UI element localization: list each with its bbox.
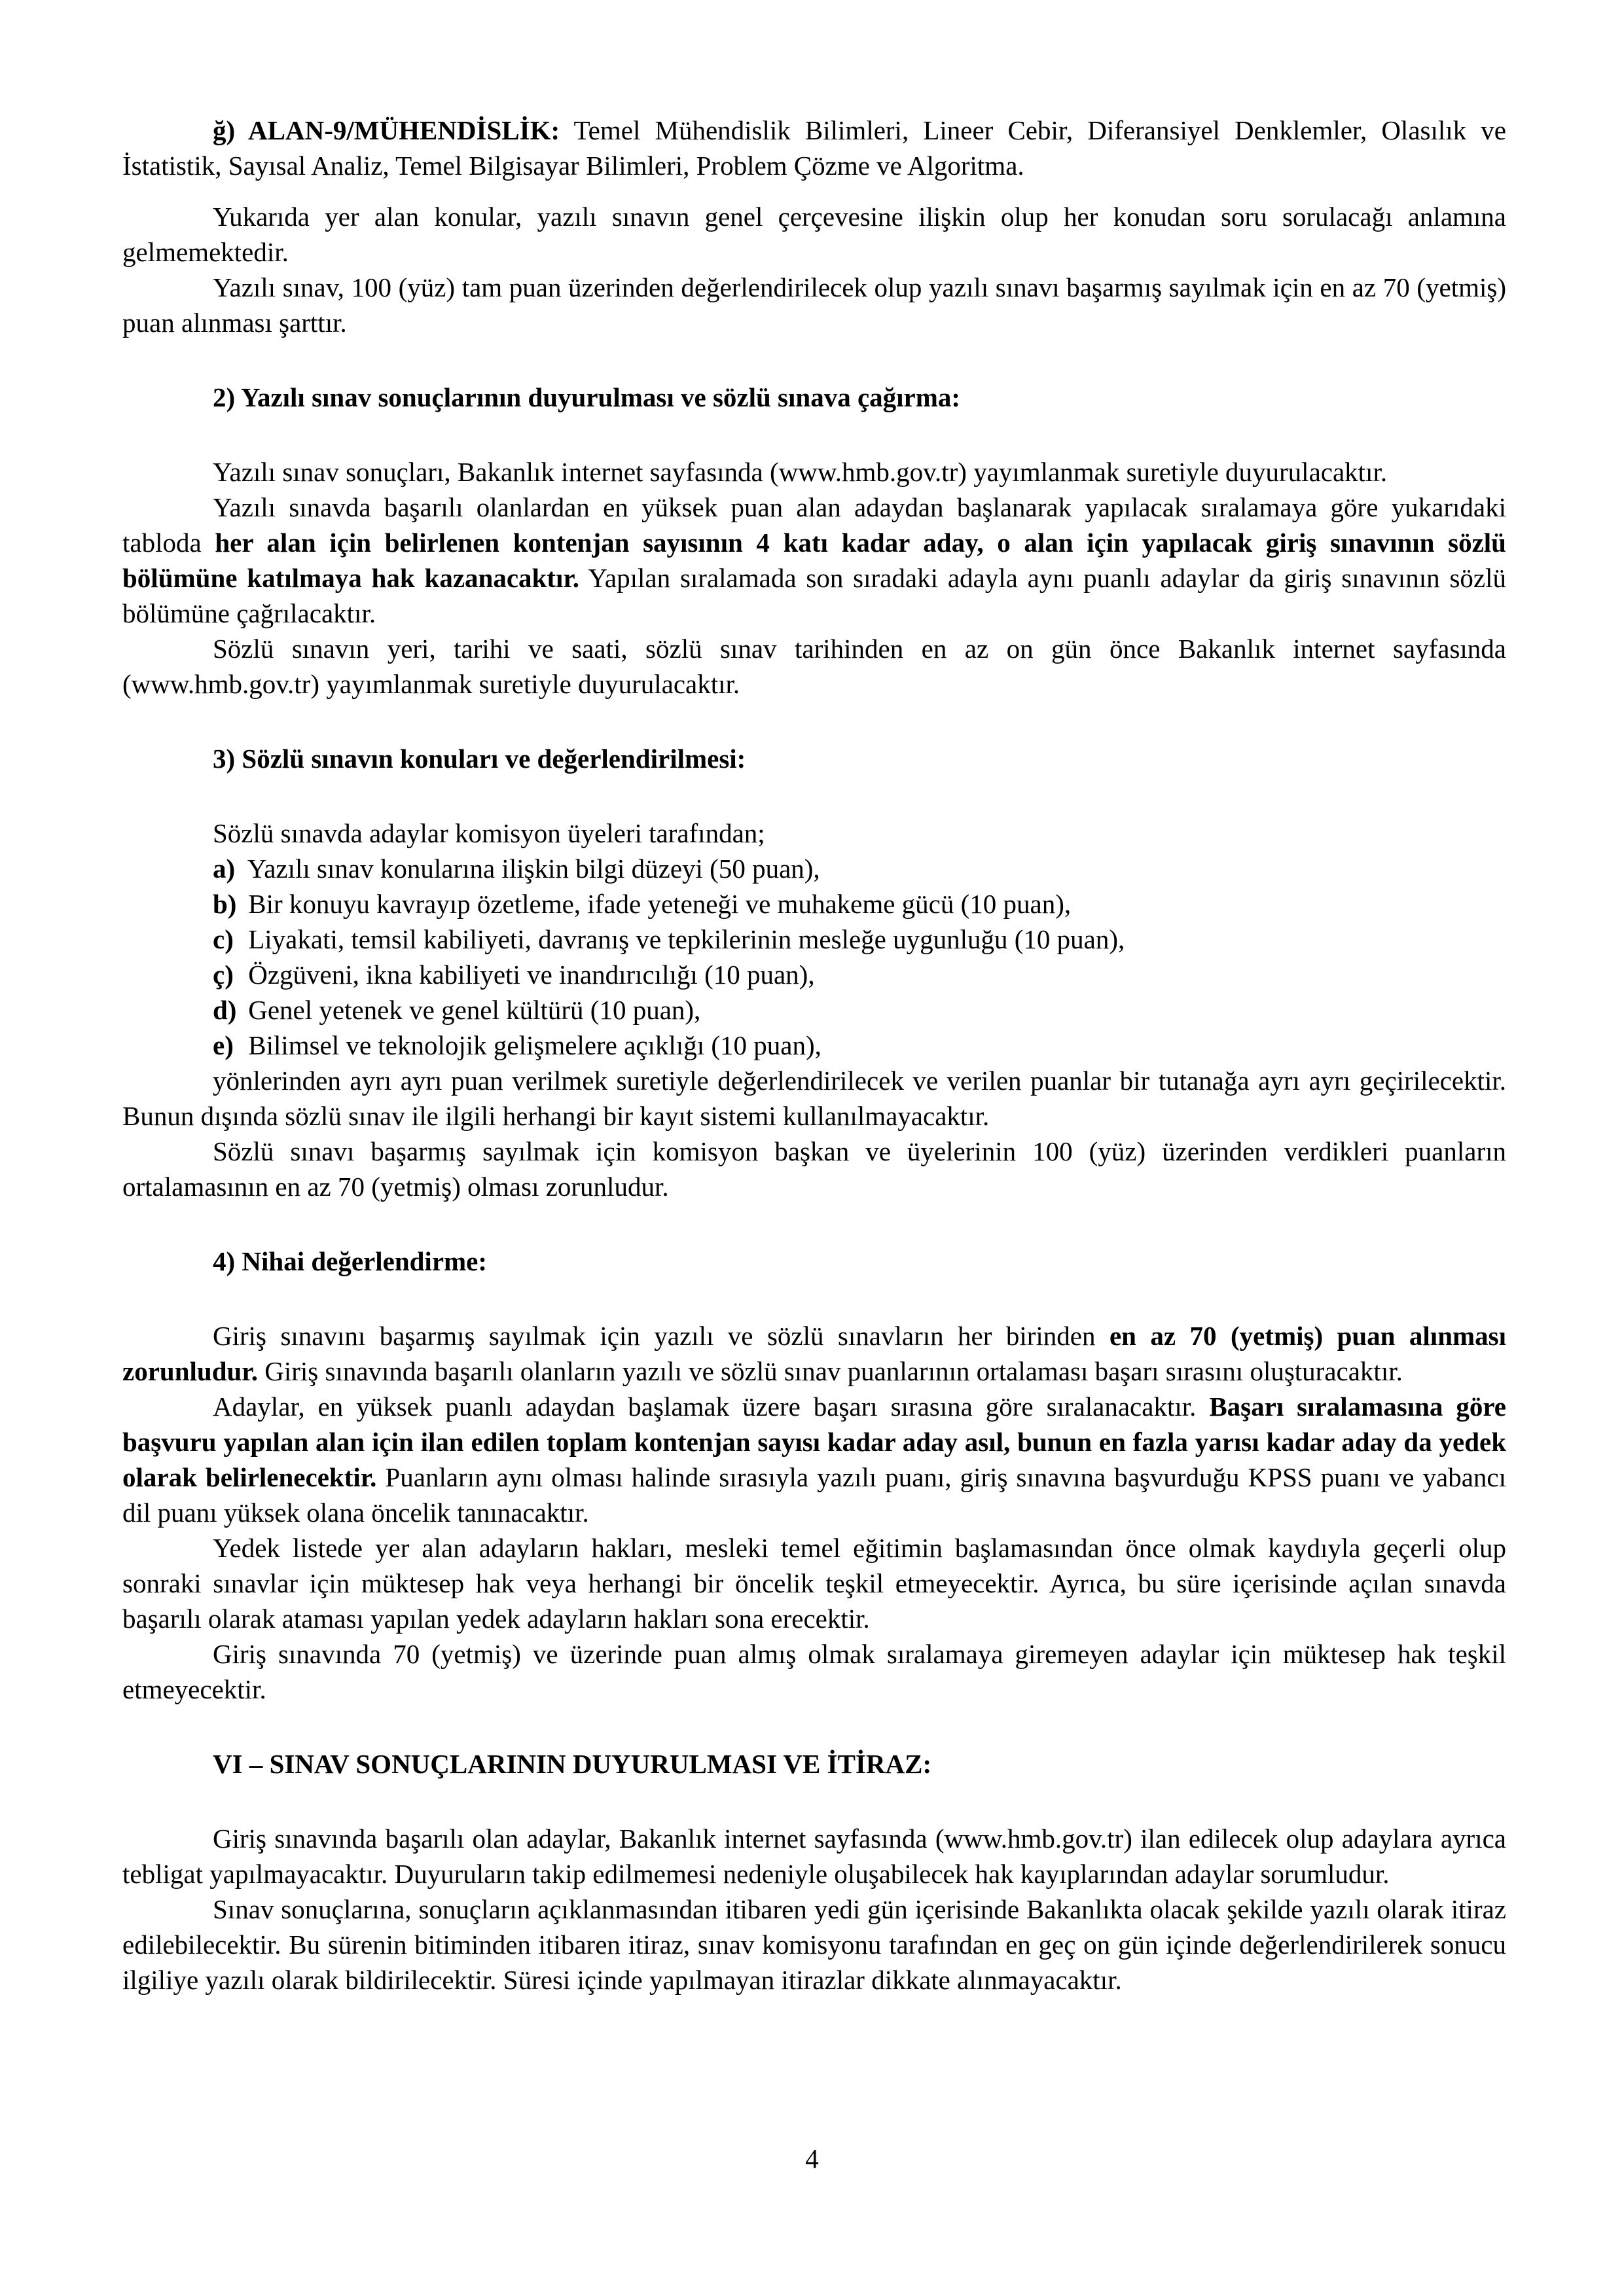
section6-heading: VI – SINAV SONUÇLARININ DUYURULMASI VE İTİRAZ: (213, 1749, 932, 1779)
section2-heading: 2) Yazılı sınav sonuçlarının duyurulması ve sözlü sınava çağırma: (213, 382, 961, 412)
list-item: ç) Özgüveni, ikna kabiliyeti ve inandırıcılığı (10 puan), (213, 960, 815, 990)
konular-note: Yukarıda yer alan konular, yazılı sınavın genel çerçevesine ilişkin olup her konudan soru sorulacağı anlamına gelmemektedir. (122, 202, 1506, 267)
section4-paragraph-3: Yedek listede yer alan adayların hakları, mesleki temel eğitimin başlamasından önce olmak kaydıyla geçerli olup sonraki sınavlar için müktesep hak veya herhangi bir öncelik teşkil etmeyecektir. Ayrıca, bu süre içerisinde açılan sınavda başarılı olarak ataması yapılan yedek adayların hakları sona erecektir. (122, 1533, 1506, 1634)
section3-intro: Sözlü sınavda adaylar komisyon üyeleri tarafından; (213, 818, 765, 848)
list-item: e) Bilimsel ve teknolojik gelişmelere açıklığı (10 puan), (213, 1030, 821, 1060)
section6-paragraph-1: Giriş sınavında başarılı olan adaylar, Bakanlık internet sayfasında (www.hmb.gov.tr) ilan edilecek olup adaylara ayrıca tebligat yapılmayacaktır. Duyuruların takip edilmemesi nedeniyle oluşabilecek hak kayıplarından adaylar sorumludur. (122, 1823, 1506, 1889)
section4-paragraph-1: Giriş sınavını başarmış sayılmak için yazılı ve sözlü sınavların her birinden en az 70 (yetmiş) puan alınması zorunludur. Giriş sınavında başarılı olanların yazılı ve sözlü sınav puanlarının ortalaması başarı sırasını oluşturacaktır. (122, 1321, 1507, 1386)
list-item: a) Yazılı sınav konularına ilişkin bilgi düzeyi (50 puan), (213, 853, 820, 884)
section2-paragraph-1: Yazılı sınav sonuçları, Bakanlık internet sayfasında (www.hmb.gov.tr) yayımlanmak suretiyle duyurulacaktır. (213, 457, 1388, 487)
page-content (122, 113, 1506, 1998)
alan9-lead: ğ) ALAN-9/MÜHENDİSLİK: (213, 115, 560, 145)
list-item: c) Liyakati, temsil kabiliyeti, davranış ve tepkilerinin mesleğe uygunluğu (10 puan), (213, 924, 1125, 954)
section4-heading: 4) Nihai değerlendirme: (213, 1246, 488, 1276)
section4-paragraph-2: Adaylar, en yüksek puanlı adaydan başlamak üzere başarı sırasına göre sıralanacaktır. Başarı sıralamasına göre başvuru yapılan alan için ilan edilen toplam kontenjan sayısı kadar aday asıl, bunun en fazla yarısı kadar aday da yedek olarak belirlenecektir. Puanların aynı olması halinde sırasıyla yazılı puanı, giriş sınavına başvurduğu KPSS puanı ve yabancı dil puanı yüksek olana öncelik tanınacaktır. (122, 1391, 1506, 1528)
section4-paragraph-4: Giriş sınavında 70 (yetmiş) ve üzerinde puan almış olmak sıralamaya giremeyen adaylar için müktesep hak teşkil etmeyecektir. (122, 1639, 1506, 1704)
section6-paragraph-2: Sınav sonuçlarına, sonuçların açıklanmasından itibaren yedi gün içerisinde Bakanlıkta olacak şekilde yazılı olarak itiraz edilebilecektir. Bu sürenin bitiminden itibaren itiraz, sınav komisyonu tarafından en geç on gün içinde değerlendirilerek sonucu ilgiliye yazılı olarak bildirilecektir. Süresi içinde yapılmayan itirazlar dikkate alınmayacaktır. (122, 1894, 1506, 1995)
section2-paragraph-2: Yazılı sınavda başarılı olanlardan en yüksek puan alan adaydan başlanarak yapılacak sıralamaya göre yukarıdaki tabloda her alan için belirlenen kontenjan sayısının 4 katı kadar aday, o alan için yapılacak giriş sınavının sözlü bölümüne katılmaya hak kazanacaktır. Yapılan sıralamada son sıradaki adayla aynı puanlı adaylar da giriş sınavının sözlü bölümüne çağrılacaktır. (122, 492, 1506, 628)
section3-heading: 3) Sözlü sınavın konuları ve değerlendirilmesi: (213, 744, 746, 774)
section2-paragraph-3: Sözlü sınavın yeri, tarihi ve saati, sözlü sınav tarihinden en az on gün önce Bakanlık internet sayfasında (www.hmb.gov.tr) yayımlanmak suretiyle duyurulacaktır. (122, 634, 1506, 699)
list-item: b) Bir konuyu kavrayıp özetleme, ifade yeteneği ve muhakeme gücü (10 puan), (213, 889, 1072, 919)
alan9-text: Temel Mühendislik Bilimleri, Lineer Cebir, Diferansiyel Denklemler, Olasılık ve İstatistik, Sayısal Analiz, Temel Bilgisayar Bilimleri, Problem Çözme ve Algoritma. (122, 115, 1506, 181)
section3-last-paragraph: Sözlü sınavı başarmış sayılmak için komisyon başkan ve üyelerinin 100 (yüz) üzerinden verdikleri puanların ortalamasının en az 70 (yetmiş) olması zorunludur. (122, 1136, 1506, 1202)
page-number: 4 (805, 2144, 819, 2174)
yazili-puan-paragraph: Yazılı sınav, 100 (yüz) tam puan üzerinden değerlendirilecek olup yazılı sınavı başarmış sayılmak için en az 70 (yetmiş) puan alınması şarttır. (122, 272, 1506, 338)
alan9-paragraph (122, 113, 1506, 183)
list-item: d) Genel yetenek ve genel kültürü (10 puan), (213, 995, 701, 1025)
section3-after-list: yönlerinden ayrı ayrı puan verilmek suretiyle değerlendirilecek ve verilen puanlar bir tutanağa ayrı ayrı geçirilecektir. Bunun dışında sözlü sınav ile ilgili herhangi bir kayıt sistemi kullanılmayacaktır. (122, 1066, 1506, 1131)
